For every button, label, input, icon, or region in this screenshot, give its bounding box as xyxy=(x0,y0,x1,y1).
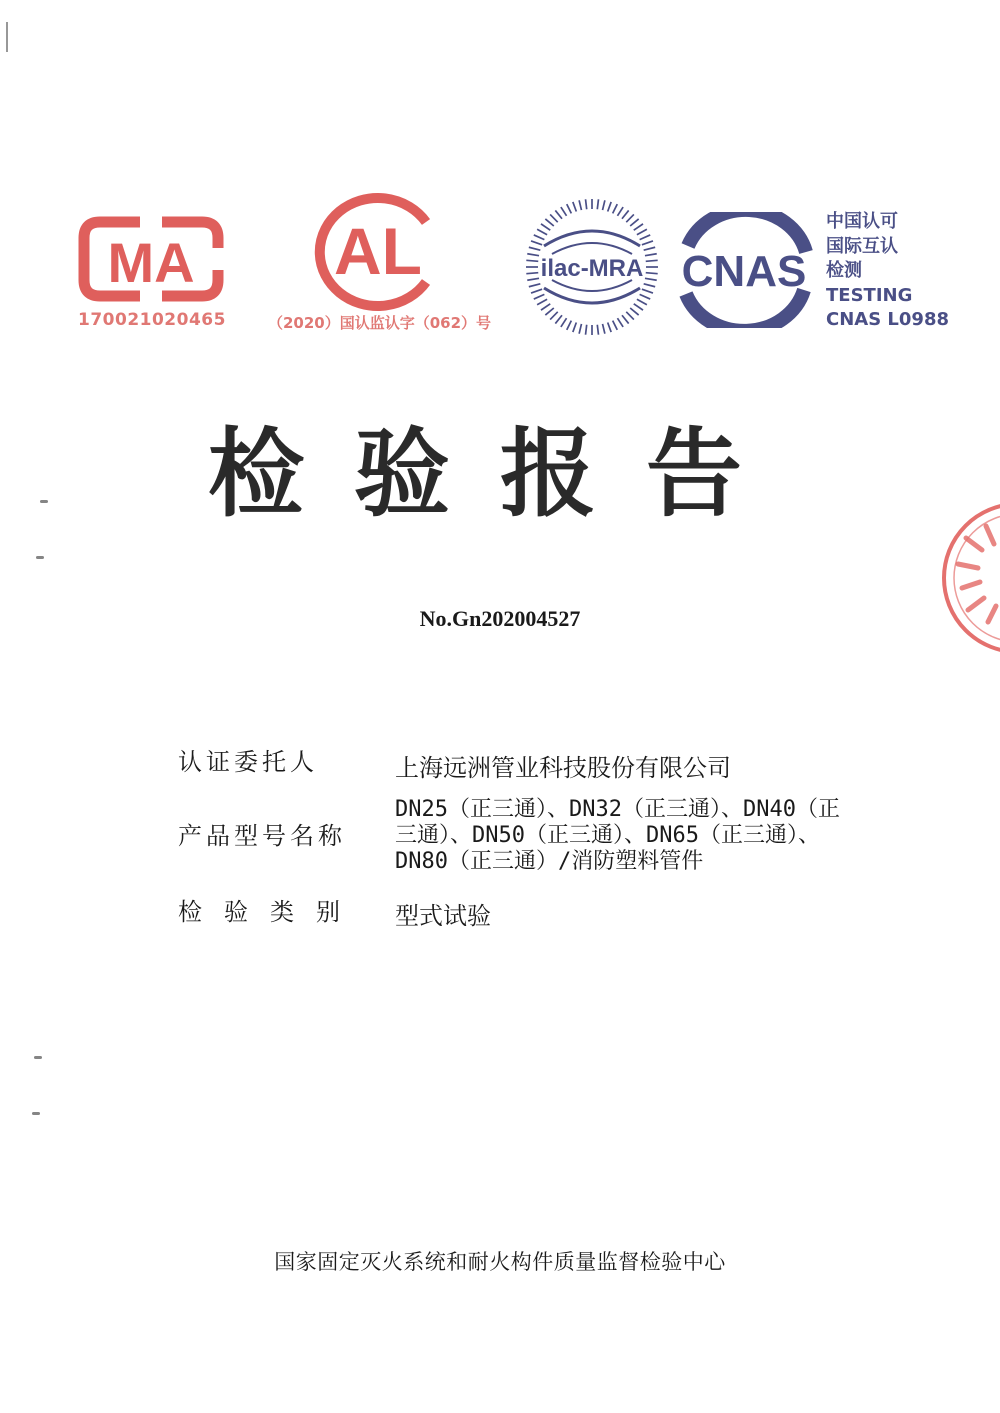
ilac-ray xyxy=(579,200,581,210)
cnas-mark: CNAS xyxy=(681,247,807,296)
test-type-value: 型式试验 xyxy=(395,902,491,930)
product-line: DN80（正三通）/消防塑料管件 xyxy=(395,849,704,874)
ilac-ray xyxy=(626,312,634,320)
official-seal xyxy=(938,498,1000,658)
report-title: 检验报告 xyxy=(208,418,792,530)
cal-mark: AL xyxy=(334,214,422,288)
ilac-ray xyxy=(541,224,550,230)
ilac-ray xyxy=(630,219,638,226)
ilac-ray xyxy=(603,324,605,334)
issuer-name: 国家固定灭火系统和耐火构件质量监督检验中心 xyxy=(274,1250,726,1274)
ilac-ray xyxy=(630,308,638,315)
ilac-ray xyxy=(537,229,547,235)
ilac-ray xyxy=(622,315,629,323)
ilac-ray xyxy=(527,278,539,280)
report-number: No.Gn202004527 xyxy=(419,606,581,631)
ilac-ray xyxy=(613,204,618,213)
cma-number: 170021020465 xyxy=(78,310,226,330)
ilac-ray xyxy=(545,308,553,315)
cnas-line: 检测 xyxy=(826,260,862,281)
cnas-line: CNAS L0988 xyxy=(826,309,950,330)
cnas-accreditation-text xyxy=(826,210,966,333)
ilac-mark: ilac-MRA xyxy=(540,255,644,282)
product-line: 三通）、DN50（正三通）、DN65（正三通）、 xyxy=(395,823,820,848)
ilac-ray xyxy=(529,284,540,287)
ilac-ray xyxy=(526,273,538,274)
ilac-ray xyxy=(534,235,545,240)
ilac-ray xyxy=(561,207,567,216)
cnas-logo xyxy=(668,212,822,328)
cnas-line: 中国认可 xyxy=(826,211,898,232)
cma-mark: MA xyxy=(107,231,195,294)
ilac-ray xyxy=(541,304,550,310)
ilac-ray xyxy=(555,315,562,323)
ilac-ray xyxy=(586,199,587,209)
ilac-ray xyxy=(597,199,598,209)
scan-speck xyxy=(32,1112,40,1115)
cnas-line: TESTING xyxy=(826,284,913,306)
client-label: 认证委托人 xyxy=(178,748,318,776)
ilac-ray xyxy=(646,273,658,274)
ilac-ray xyxy=(608,202,611,212)
product-value xyxy=(395,797,975,875)
ilac-ray xyxy=(550,214,558,222)
ilac-mra-logo xyxy=(522,196,662,338)
ilac-ray xyxy=(537,299,547,305)
ilac-ray xyxy=(622,210,629,218)
ilac-ray xyxy=(579,324,581,334)
ilac-ray xyxy=(626,214,634,222)
ilac-ray xyxy=(637,229,647,235)
ilac-ray xyxy=(617,318,623,327)
ilac-ray xyxy=(640,294,651,299)
ilac-ray xyxy=(637,299,647,305)
cal-logo xyxy=(310,192,446,312)
ilac-ray xyxy=(529,247,540,250)
ilac-ray xyxy=(561,318,567,327)
ilac-ray xyxy=(586,325,587,335)
ilac-ray xyxy=(545,219,553,226)
ilac-ray xyxy=(644,284,655,287)
ilac-ray xyxy=(526,260,538,261)
client-value: 上海远洲管业科技股份有限公司 xyxy=(395,754,731,782)
cal-number: （2020）国认监认字（062）号 xyxy=(268,314,492,332)
ilac-ray xyxy=(645,254,657,256)
ilac-ray xyxy=(573,323,576,333)
ilac-ray xyxy=(567,321,572,330)
ilac-ray xyxy=(617,207,623,216)
ilac-ray xyxy=(567,204,572,213)
ilac-ray xyxy=(634,224,643,230)
ilac-ray xyxy=(603,200,605,210)
ilac-ray xyxy=(634,304,643,310)
ilac-ray xyxy=(640,235,651,240)
ilac-ray xyxy=(608,323,611,333)
ilac-ray xyxy=(597,325,598,335)
test-type-label: 检验类别 xyxy=(178,898,362,926)
ilac-ray xyxy=(527,254,539,256)
scan-speck xyxy=(36,556,44,559)
ilac-ray xyxy=(531,289,542,293)
ilac-ray xyxy=(644,247,655,250)
ilac-ray xyxy=(550,312,558,320)
ilac-ray xyxy=(531,241,542,245)
cma-logo xyxy=(78,214,224,304)
ilac-ray xyxy=(645,278,657,280)
scan-speck xyxy=(34,1056,42,1059)
ilac-ray xyxy=(534,294,545,299)
product-line: DN25（正三通）、DN32（正三通）、DN40（正 xyxy=(395,797,840,822)
ilac-ray xyxy=(573,202,576,212)
ilac-ray xyxy=(646,260,658,261)
ilac-ray xyxy=(613,321,618,330)
report-title-wrap xyxy=(0,398,1000,535)
ilac-ray xyxy=(642,289,653,293)
scan-edge-mark xyxy=(6,22,8,52)
cnas-line: 国际互认 xyxy=(826,235,898,257)
product-label: 产品型号名称 xyxy=(178,822,346,850)
ilac-ray xyxy=(555,210,562,218)
ilac-ray xyxy=(642,241,653,245)
